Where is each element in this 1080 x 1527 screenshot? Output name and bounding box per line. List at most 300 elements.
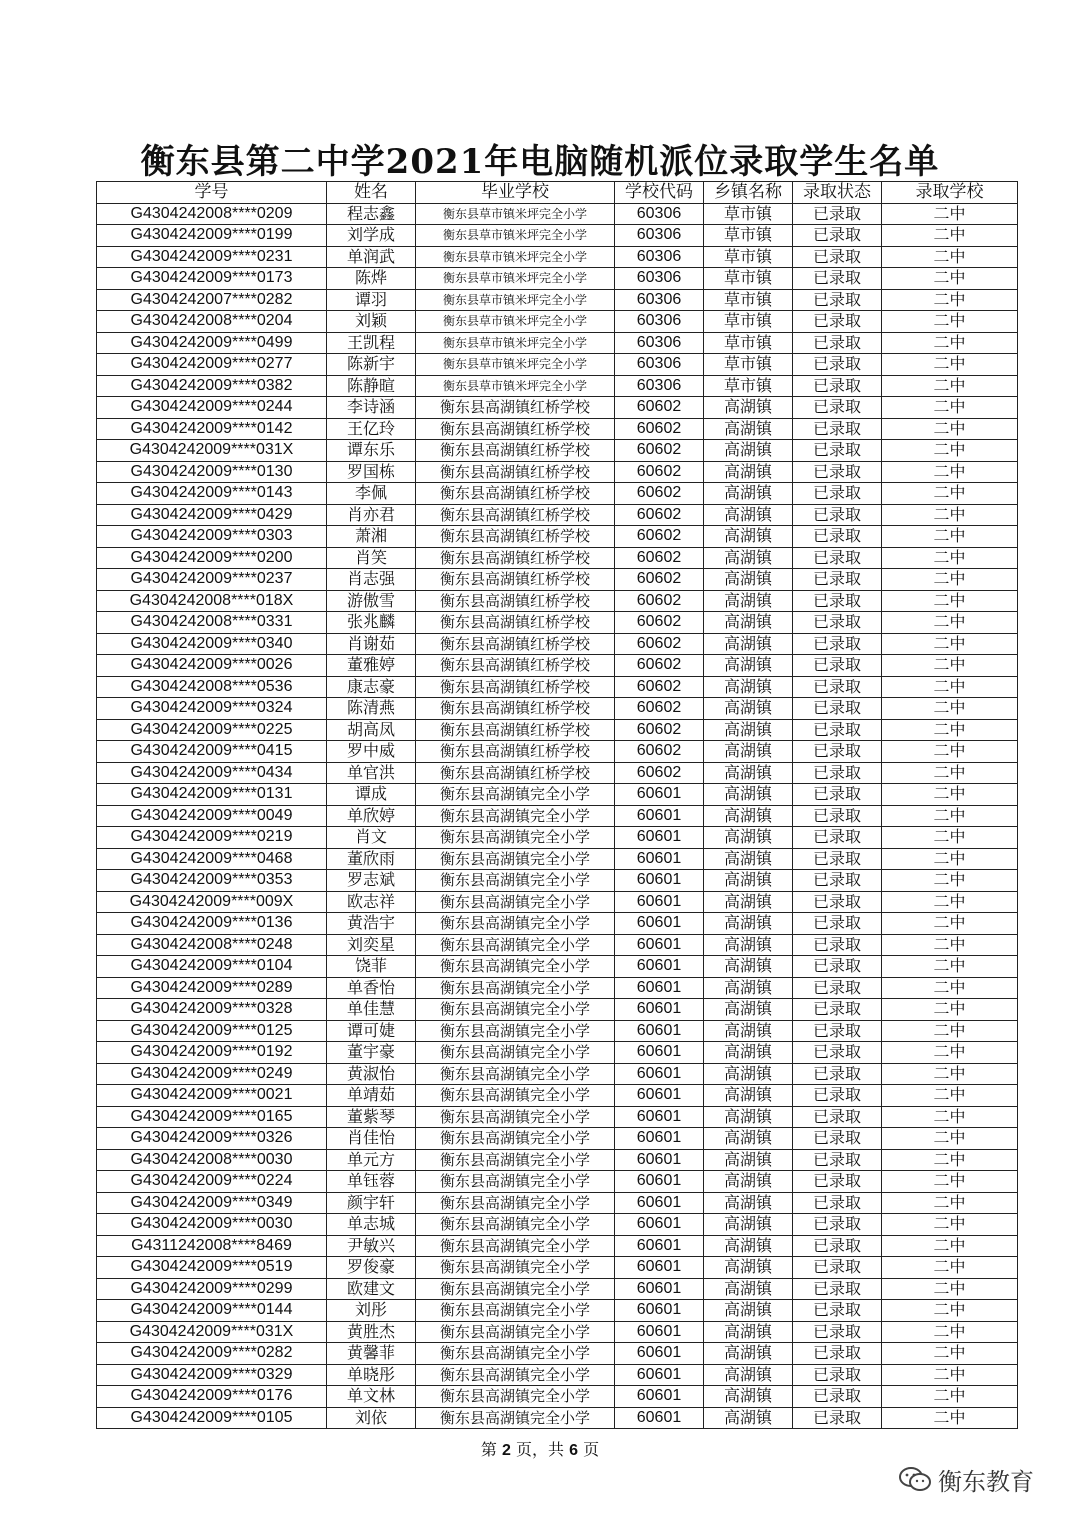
school-code-cell: 60601 [615,956,704,978]
admitted-school-cell: 二中 [882,1106,1018,1128]
town-cell: 高湖镇 [704,1235,793,1257]
table-row [97,504,1018,526]
admitted-school-cell: 二中 [882,1020,1018,1042]
school-cell: 衡东县高湖镇红桥学校 [416,483,615,505]
name-cell: 黄浩宇 [327,913,416,935]
status-cell: 已录取 [793,1278,882,1300]
student-id-cell: G4311242008****8469 [97,1235,327,1257]
town-cell: 草市镇 [704,225,793,247]
status-cell: 已录取 [793,1321,882,1343]
school-code-cell: 60601 [615,1278,704,1300]
school-code-cell: 60306 [615,375,704,397]
name-cell: 饶菲 [327,956,416,978]
town-cell: 高湖镇 [704,805,793,827]
town-cell: 草市镇 [704,354,793,376]
town-cell: 高湖镇 [704,526,793,548]
school-code-cell: 60602 [615,418,704,440]
admitted-school-cell: 二中 [882,1128,1018,1150]
table-row [97,1214,1018,1236]
student-id-cell: G4304242009****0349 [97,1192,327,1214]
status-cell: 已录取 [793,977,882,999]
school-code-cell: 60601 [615,1386,704,1408]
name-cell: 单官洪 [327,762,416,784]
school-cell: 衡东县高湖镇完全小学 [416,1149,615,1171]
status-cell: 已录取 [793,418,882,440]
admitted-school-cell: 二中 [882,526,1018,548]
admission-table [96,181,1018,1429]
town-cell: 高湖镇 [704,1192,793,1214]
school-cell: 衡东县高湖镇红桥学校 [416,418,615,440]
page-suffix: 页 [583,1440,600,1459]
school-code-cell: 60601 [615,1042,704,1064]
name-cell: 单文林 [327,1386,416,1408]
admitted-school-cell: 二中 [882,375,1018,397]
school-code-cell: 60306 [615,332,704,354]
town-cell: 高湖镇 [704,1128,793,1150]
school-code-cell: 60601 [615,1364,704,1386]
table-body [97,203,1018,1429]
table-row [97,805,1018,827]
status-cell: 已录取 [793,547,882,569]
school-cell: 衡东县草市镇米坪完全小学 [416,354,615,376]
town-cell: 高湖镇 [704,977,793,999]
school-cell: 衡东县高湖镇红桥学校 [416,526,615,548]
school-cell: 衡东县草市镇米坪完全小学 [416,246,615,268]
student-id-cell: G4304242009****0165 [97,1106,327,1128]
status-cell: 已录取 [793,1128,882,1150]
school-cell: 衡东县高湖镇完全小学 [416,870,615,892]
town-cell: 草市镇 [704,203,793,225]
table-row [97,203,1018,225]
table-row [97,1407,1018,1429]
school-code-cell: 60602 [615,526,704,548]
column-header-name: 姓名 [327,182,416,204]
school-cell: 衡东县高湖镇完全小学 [416,1042,615,1064]
table-row [97,246,1018,268]
status-cell: 已录取 [793,332,882,354]
status-cell: 已录取 [793,289,882,311]
school-code-cell: 60602 [615,440,704,462]
town-cell: 草市镇 [704,246,793,268]
school-code-cell: 60306 [615,246,704,268]
name-cell: 王亿玲 [327,418,416,440]
school-cell: 衡东县高湖镇完全小学 [416,1063,615,1085]
admitted-school-cell: 二中 [882,848,1018,870]
status-cell: 已录取 [793,999,882,1021]
name-cell: 萧湘 [327,526,416,548]
page-middle: 页，共 [515,1440,564,1459]
column-header-graduating-school: 毕业学校 [416,182,615,204]
name-cell: 谭可婕 [327,1020,416,1042]
school-code-cell: 60601 [615,977,704,999]
name-cell: 李佩 [327,483,416,505]
town-cell: 高湖镇 [704,676,793,698]
table-row [97,1042,1018,1064]
school-cell: 衡东县草市镇米坪完全小学 [416,203,615,225]
table-row [97,848,1018,870]
town-cell: 高湖镇 [704,848,793,870]
town-cell: 高湖镇 [704,827,793,849]
school-code-cell: 60601 [615,1085,704,1107]
town-cell: 高湖镇 [704,633,793,655]
student-id-cell: G4304242009****0303 [97,526,327,548]
name-cell: 胡高凤 [327,719,416,741]
town-cell: 草市镇 [704,332,793,354]
name-cell: 欧志祥 [327,891,416,913]
admitted-school-cell: 二中 [882,461,1018,483]
table-header-row [97,182,1018,204]
status-cell: 已录取 [793,1106,882,1128]
student-id-cell: G4304242009****0125 [97,1020,327,1042]
status-cell: 已录取 [793,934,882,956]
student-id-cell: G4304242009****0353 [97,870,327,892]
admitted-school-cell: 二中 [882,805,1018,827]
town-cell: 高湖镇 [704,934,793,956]
table-row [97,741,1018,763]
student-id-cell: G4304242009****0199 [97,225,327,247]
status-cell: 已录取 [793,203,882,225]
status-cell: 已录取 [793,1192,882,1214]
name-cell: 陈清燕 [327,698,416,720]
status-cell: 已录取 [793,1386,882,1408]
name-cell: 刘奕星 [327,934,416,956]
admitted-school-cell: 二中 [882,1192,1018,1214]
name-cell: 单欣婷 [327,805,416,827]
admitted-school-cell: 二中 [882,483,1018,505]
table-row [97,1321,1018,1343]
school-cell: 衡东县高湖镇完全小学 [416,977,615,999]
student-id-cell: G4304242009****031X [97,1321,327,1343]
admitted-school-cell: 二中 [882,827,1018,849]
town-cell: 高湖镇 [704,719,793,741]
table-row [97,827,1018,849]
status-cell: 已录取 [793,633,882,655]
school-cell: 衡东县高湖镇完全小学 [416,1085,615,1107]
table-row [97,719,1018,741]
student-id-cell: G4304242009****0176 [97,1386,327,1408]
table-row [97,268,1018,290]
admitted-school-cell: 二中 [882,676,1018,698]
table-row [97,1300,1018,1322]
town-cell: 高湖镇 [704,655,793,677]
status-cell: 已录取 [793,870,882,892]
school-code-cell: 60601 [615,1321,704,1343]
town-cell: 高湖镇 [704,891,793,913]
student-id-cell: G4304242009****0382 [97,375,327,397]
student-id-cell: G4304242009****0021 [97,1085,327,1107]
town-cell: 高湖镇 [704,870,793,892]
school-code-cell: 60601 [615,784,704,806]
name-cell: 陈新宇 [327,354,416,376]
status-cell: 已录取 [793,1063,882,1085]
student-id-cell: G4304242009****0030 [97,1214,327,1236]
status-cell: 已录取 [793,1407,882,1429]
name-cell: 康志豪 [327,676,416,698]
student-id-cell: G4304242007****0282 [97,289,327,311]
student-id-cell: G4304242009****0299 [97,1278,327,1300]
table-row [97,311,1018,333]
table-row [97,784,1018,806]
student-id-cell: G4304242009****0142 [97,418,327,440]
table-row [97,526,1018,548]
school-code-cell: 60602 [615,612,704,634]
student-id-cell: G4304242009****0237 [97,569,327,591]
column-header-town: 乡镇名称 [704,182,793,204]
name-cell: 刘学成 [327,225,416,247]
name-cell: 陈烨 [327,268,416,290]
school-code-cell: 60601 [615,1257,704,1279]
name-cell: 刘彤 [327,1300,416,1322]
town-cell: 高湖镇 [704,612,793,634]
student-id-cell: G4304242009****0519 [97,1257,327,1279]
status-cell: 已录取 [793,784,882,806]
town-cell: 高湖镇 [704,698,793,720]
name-cell: 罗俊豪 [327,1257,416,1279]
column-header-student-id: 学号 [97,182,327,204]
admitted-school-cell: 二中 [882,289,1018,311]
name-cell: 陈静暄 [327,375,416,397]
town-cell: 高湖镇 [704,1214,793,1236]
status-cell: 已录取 [793,741,882,763]
town-cell: 高湖镇 [704,1278,793,1300]
table-row [97,1106,1018,1128]
status-cell: 已录取 [793,590,882,612]
town-cell: 高湖镇 [704,483,793,505]
name-cell: 刘依 [327,1407,416,1429]
school-cell: 衡东县高湖镇完全小学 [416,1257,615,1279]
town-cell: 高湖镇 [704,1257,793,1279]
table-row [97,1063,1018,1085]
status-cell: 已录取 [793,1171,882,1193]
school-code-cell: 60602 [615,569,704,591]
status-cell: 已录取 [793,311,882,333]
school-cell: 衡东县高湖镇完全小学 [416,805,615,827]
town-cell: 高湖镇 [704,1020,793,1042]
page-number [0,1437,1080,1460]
town-cell: 高湖镇 [704,1300,793,1322]
student-id-cell: G4304242009****0415 [97,741,327,763]
table-row [97,1171,1018,1193]
table-row [97,332,1018,354]
name-cell: 单元方 [327,1149,416,1171]
school-cell: 衡东县高湖镇完全小学 [416,1192,615,1214]
admitted-school-cell: 二中 [882,397,1018,419]
name-cell: 单靖茹 [327,1085,416,1107]
student-id-cell: G4304242009****0282 [97,1343,327,1365]
school-cell: 衡东县高湖镇完全小学 [416,784,615,806]
table-row [97,934,1018,956]
status-cell: 已录取 [793,268,882,290]
school-cell: 衡东县高湖镇完全小学 [416,1364,615,1386]
school-cell: 衡东县高湖镇完全小学 [416,848,615,870]
school-code-cell: 60601 [615,891,704,913]
name-cell: 罗志斌 [327,870,416,892]
status-cell: 已录取 [793,698,882,720]
student-id-cell: G4304242009****0144 [97,1300,327,1322]
table-row [97,870,1018,892]
column-header-school-code: 学校代码 [615,182,704,204]
student-id-cell: G4304242008****0204 [97,311,327,333]
status-cell: 已录取 [793,805,882,827]
town-cell: 高湖镇 [704,913,793,935]
status-cell: 已录取 [793,1214,882,1236]
admitted-school-cell: 二中 [882,655,1018,677]
name-cell: 颜宇轩 [327,1192,416,1214]
school-cell: 衡东县高湖镇红桥学校 [416,612,615,634]
name-cell: 肖志强 [327,569,416,591]
admitted-school-cell: 二中 [882,1321,1018,1343]
status-cell: 已录取 [793,246,882,268]
student-id-cell: G4304242009****0219 [97,827,327,849]
school-code-cell: 60602 [615,397,704,419]
town-cell: 高湖镇 [704,1042,793,1064]
school-cell: 衡东县草市镇米坪完全小学 [416,332,615,354]
student-id-cell: G4304242008****0331 [97,612,327,634]
school-code-cell: 60602 [615,741,704,763]
school-cell: 衡东县草市镇米坪完全小学 [416,375,615,397]
status-cell: 已录取 [793,1235,882,1257]
name-cell: 单志城 [327,1214,416,1236]
town-cell: 草市镇 [704,289,793,311]
town-cell: 高湖镇 [704,784,793,806]
admitted-school-cell: 二中 [882,311,1018,333]
status-cell: 已录取 [793,1300,882,1322]
school-cell: 衡东县高湖镇红桥学校 [416,698,615,720]
status-cell: 已录取 [793,827,882,849]
town-cell: 高湖镇 [704,590,793,612]
status-cell: 已录取 [793,375,882,397]
school-cell: 衡东县草市镇米坪完全小学 [416,289,615,311]
name-cell: 董紫琴 [327,1106,416,1128]
status-cell: 已录取 [793,569,882,591]
status-cell: 已录取 [793,612,882,634]
school-code-cell: 60602 [615,698,704,720]
school-code-cell: 60601 [615,1235,704,1257]
admitted-school-cell: 二中 [882,268,1018,290]
school-code-cell: 60601 [615,1106,704,1128]
student-id-cell: G4304242009****0434 [97,762,327,784]
admitted-school-cell: 二中 [882,225,1018,247]
admitted-school-cell: 二中 [882,1149,1018,1171]
admitted-school-cell: 二中 [882,633,1018,655]
status-cell: 已录取 [793,762,882,784]
student-id-cell: G4304242009****0499 [97,332,327,354]
admitted-school-cell: 二中 [882,590,1018,612]
name-cell: 罗中威 [327,741,416,763]
school-cell: 衡东县高湖镇完全小学 [416,1278,615,1300]
table-row [97,1149,1018,1171]
admitted-school-cell: 二中 [882,1343,1018,1365]
school-cell: 衡东县高湖镇完全小学 [416,1321,615,1343]
name-cell: 黄淑怡 [327,1063,416,1085]
name-cell: 肖笑 [327,547,416,569]
status-cell: 已录取 [793,891,882,913]
student-id-cell: G4304242009****0143 [97,483,327,505]
table-row [97,762,1018,784]
town-cell: 高湖镇 [704,418,793,440]
status-cell: 已录取 [793,1085,882,1107]
watermark [898,1462,1034,1496]
school-cell: 衡东县高湖镇完全小学 [416,1020,615,1042]
school-code-cell: 60601 [615,1300,704,1322]
school-cell: 衡东县高湖镇红桥学校 [416,547,615,569]
school-cell: 衡东县高湖镇完全小学 [416,1106,615,1128]
admitted-school-cell: 二中 [882,1042,1018,1064]
name-cell: 罗国栋 [327,461,416,483]
admitted-school-cell: 二中 [882,504,1018,526]
admitted-school-cell: 二中 [882,762,1018,784]
admitted-school-cell: 二中 [882,569,1018,591]
school-code-cell: 60602 [615,483,704,505]
town-cell: 高湖镇 [704,762,793,784]
student-id-cell: G4304242009****0173 [97,268,327,290]
student-id-cell: G4304242009****009X [97,891,327,913]
admitted-school-cell: 二中 [882,1257,1018,1279]
table-row [97,1192,1018,1214]
status-cell: 已录取 [793,354,882,376]
town-cell: 高湖镇 [704,956,793,978]
name-cell: 程志鑫 [327,203,416,225]
school-code-cell: 60602 [615,633,704,655]
student-id-cell: G4304242009****0324 [97,698,327,720]
school-code-cell: 60601 [615,1149,704,1171]
student-id-cell: G4304242009****0231 [97,246,327,268]
column-header-admitted-school: 录取学校 [882,182,1018,204]
table-row [97,1386,1018,1408]
school-code-cell: 60601 [615,1343,704,1365]
name-cell: 肖谢茹 [327,633,416,655]
school-code-cell: 60602 [615,655,704,677]
name-cell: 尹敏兴 [327,1235,416,1257]
admitted-school-cell: 二中 [882,1214,1018,1236]
school-cell: 衡东县高湖镇完全小学 [416,1235,615,1257]
admitted-school-cell: 二中 [882,354,1018,376]
student-id-cell: G4304242009****0249 [97,1063,327,1085]
school-code-cell: 60601 [615,1020,704,1042]
school-cell: 衡东县高湖镇红桥学校 [416,741,615,763]
table-row [97,1085,1018,1107]
town-cell: 高湖镇 [704,1407,793,1429]
table-row [97,1020,1018,1042]
status-cell: 已录取 [793,397,882,419]
table-row [97,418,1018,440]
name-cell: 黄馨菲 [327,1343,416,1365]
admitted-school-cell: 二中 [882,741,1018,763]
student-id-cell: G4304242009****0049 [97,805,327,827]
school-cell: 衡东县高湖镇红桥学校 [416,569,615,591]
school-code-cell: 60601 [615,934,704,956]
town-cell: 草市镇 [704,375,793,397]
school-code-cell: 60601 [615,1407,704,1429]
student-id-cell: G4304242009****0244 [97,397,327,419]
document-title: 衡东县第二中学2021年电脑随机派位录取学生名单 [140,142,940,182]
school-cell: 衡东县高湖镇红桥学校 [416,504,615,526]
page-prefix: 第 [480,1440,497,1459]
name-cell: 单香怡 [327,977,416,999]
wechat-icon [898,1466,932,1492]
table-row [97,1128,1018,1150]
name-cell: 张兆麟 [327,612,416,634]
admitted-school-cell: 二中 [882,913,1018,935]
school-cell: 衡东县高湖镇完全小学 [416,1407,615,1429]
student-id-cell: G4304242009****0105 [97,1407,327,1429]
school-cell: 衡东县高湖镇完全小学 [416,934,615,956]
student-id-cell: G4304242009****0277 [97,354,327,376]
status-cell: 已录取 [793,225,882,247]
admitted-school-cell: 二中 [882,332,1018,354]
town-cell: 高湖镇 [704,1063,793,1085]
town-cell: 高湖镇 [704,1343,793,1365]
